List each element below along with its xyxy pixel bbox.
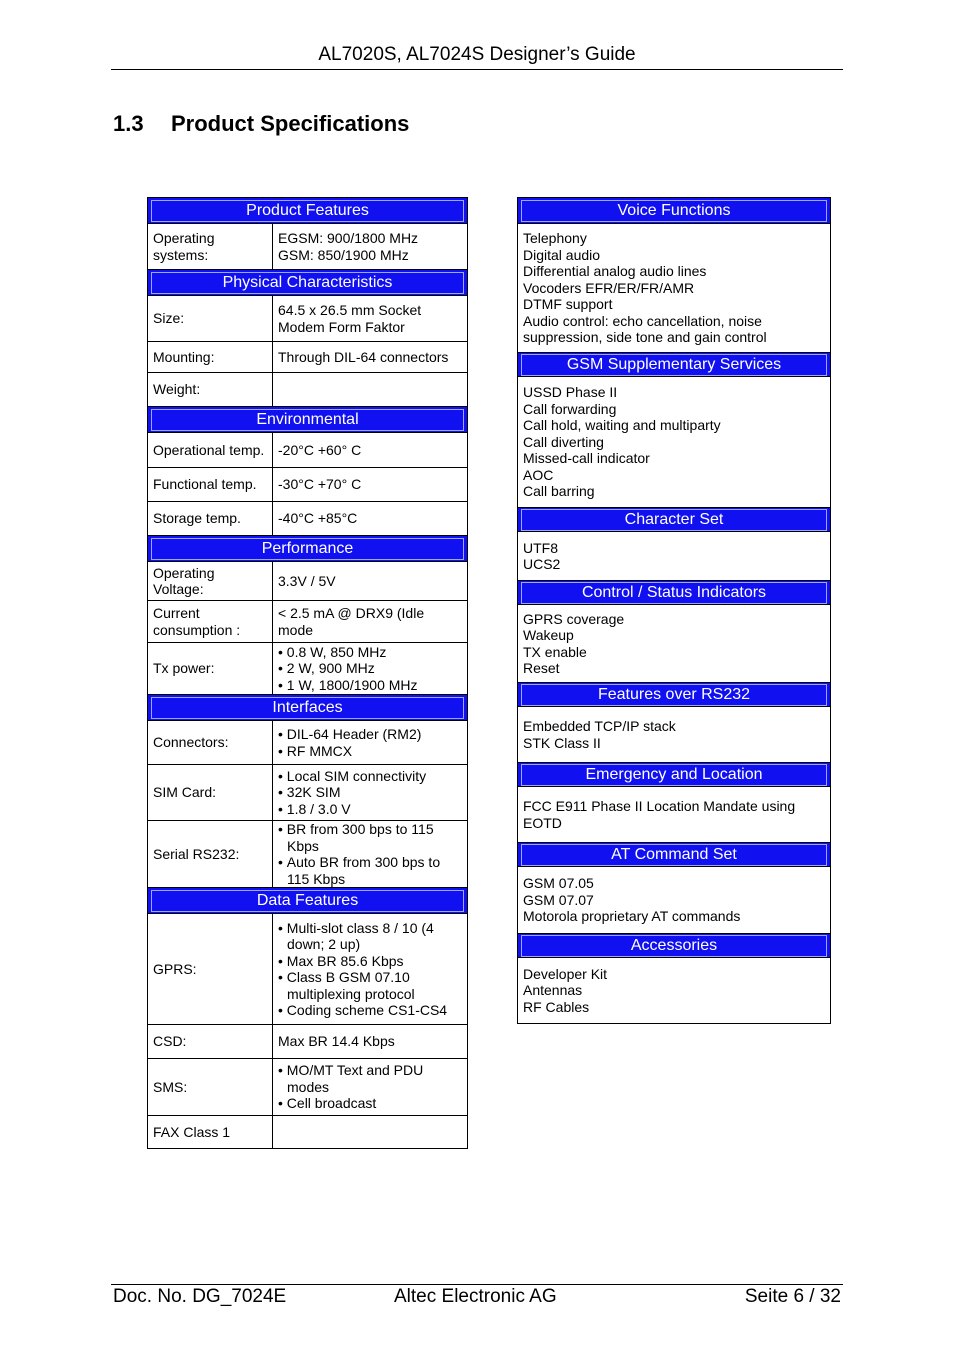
list-item: • 1.8 / 3.0 V — [278, 801, 462, 818]
spec-label: Weight: — [148, 373, 273, 407]
spec-value — [273, 373, 468, 407]
spec-value: 3.3V / 5V — [273, 562, 468, 601]
character-set-content — [518, 532, 831, 581]
spec-value — [273, 765, 468, 821]
list-item: Missed-call indicator — [523, 450, 650, 467]
footer-company: Altec Electronic AG — [394, 1286, 557, 1307]
list-item: GSM 07.05 — [523, 875, 594, 892]
features-rs232-header: Features over RS232 — [518, 683, 831, 707]
list-item: • 1 W, 1800/1900 MHz — [278, 677, 462, 694]
list-item: GSM 07.07 — [523, 891, 594, 908]
spec-value — [273, 1116, 468, 1149]
spec-value — [273, 821, 468, 888]
list-item: TX enable — [523, 643, 587, 660]
list-item: Differential analog audio lines — [523, 263, 707, 280]
spec-value: Max BR 14.4 Kbps — [273, 1025, 468, 1059]
list-item: • Class B GSM 07.10 multiplexing protocol — [278, 969, 462, 1002]
spec-label: Size: — [148, 296, 273, 342]
list-item: • Max BR 85.6 Kbps — [278, 953, 462, 970]
at-command-set-header: AT Command Set — [518, 843, 831, 867]
spec-label: Mounting: — [148, 342, 273, 373]
performance-header: Performance — [148, 536, 468, 562]
spec-label: Functional temp. — [148, 468, 273, 502]
character-set-header: Character Set — [518, 508, 831, 532]
list-item: Call forwarding — [523, 400, 617, 417]
list-item: Call hold, waiting and multiparty — [523, 417, 721, 434]
right-spec-table — [517, 197, 831, 1024]
list-item: • Coding scheme CS1-CS4 — [278, 1002, 462, 1019]
emergency-location-content — [518, 787, 831, 843]
spec-value: < 2.5 mA @ DRX9 (Idle mode — [273, 601, 468, 643]
spec-value: -20°C +60° C — [273, 433, 468, 468]
list-item: • Auto BR from 300 bps to 115 Kbps — [278, 854, 462, 887]
header-rule — [111, 69, 843, 70]
spec-value: EGSM: 900/1800 MHz GSM: 850/1900 MHz — [273, 224, 468, 270]
spec-label: Storage temp. — [148, 502, 273, 536]
spec-label: SIM Card: — [148, 765, 273, 821]
interfaces-header: Interfaces — [148, 695, 468, 721]
features-rs232-content — [518, 707, 831, 763]
list-item: USSD Phase II — [523, 384, 618, 401]
list-item: DTMF support — [523, 296, 613, 313]
spec-label: Connectors: — [148, 721, 273, 765]
list-item: UCS2 — [523, 556, 561, 572]
gsm-supplementary-header: GSM Supplementary Services — [518, 353, 831, 377]
list-item: Reset — [523, 660, 560, 676]
list-item: Call barring — [523, 483, 595, 500]
data-features-header: Data Features — [148, 888, 468, 914]
list-item: • BR from 300 bps to 115 Kbps — [278, 821, 462, 854]
spec-value — [273, 1059, 468, 1116]
section-heading — [113, 111, 409, 137]
list-item: Wakeup — [523, 627, 574, 643]
accessories-content — [518, 958, 831, 1024]
list-item: Antennas — [523, 982, 583, 999]
voice-functions-header: Voice Functions — [518, 198, 831, 224]
gsm-supplementary-content — [518, 377, 831, 508]
spec-label: SMS: — [148, 1059, 273, 1116]
list-item: FCC E911 Phase II Location Mandate using EOTD — [523, 798, 796, 831]
spec-label: Serial RS232: — [148, 821, 273, 888]
list-item: Motorola proprietary AT commands — [523, 908, 741, 925]
footer-doc-number: Doc. No. DG_7024E — [113, 1286, 287, 1307]
list-item: • 2 W, 900 MHz — [278, 660, 462, 677]
spec-label: Operational temp. — [148, 433, 273, 468]
list-item: Digital audio — [523, 246, 601, 263]
footer-rule — [111, 1284, 843, 1285]
section-number: 1.3 — [113, 111, 144, 136]
list-item: RF Cables — [523, 998, 590, 1015]
list-item: GPRS coverage — [523, 610, 625, 627]
accessories-header: Accessories — [518, 934, 831, 958]
control-status-header: Control / Status Indicators — [518, 581, 831, 605]
list-item: • Local SIM connectivity — [278, 768, 462, 785]
list-item: Audio control: echo cancellation, noise suppression, side tone and gain control — [523, 312, 767, 346]
physical-characteristics-header: Physical Characteristics — [148, 270, 468, 296]
product-features-header: Product Features — [148, 198, 468, 224]
voice-functions-content — [518, 224, 831, 353]
spec-value — [273, 721, 468, 765]
control-status-content — [518, 605, 831, 683]
emergency-location-header: Emergency and Location — [518, 763, 831, 787]
document-header-title: AL7020S, AL7024S Designer’s Guide — [318, 44, 636, 65]
spec-value: -30°C +70° C — [273, 468, 468, 502]
spec-label: Current consumption : — [148, 601, 273, 643]
list-item: Embedded TCP/IP stack — [523, 718, 676, 734]
spec-value: -40°C +85°C — [273, 502, 468, 536]
list-item: • Cell broadcast — [278, 1095, 462, 1112]
list-item: Telephony — [523, 230, 587, 247]
list-item: • 0.8 W, 850 MHz — [278, 644, 462, 661]
at-command-set-content — [518, 867, 831, 934]
list-item: • DIL-64 Header (RM2) — [278, 726, 462, 743]
footer-page-number: Seite 6 / 32 — [744, 1286, 841, 1307]
spec-value: 64.5 x 26.5 mm Socket Modem Form Faktor — [273, 296, 468, 342]
list-item: Call diverting — [523, 433, 604, 450]
spec-label: Operating systems: — [148, 224, 273, 270]
section-title: Product Specifications — [171, 111, 410, 136]
list-item: Developer Kit — [523, 965, 608, 982]
spec-label: CSD: — [148, 1025, 273, 1059]
spec-label: FAX Class 1 — [148, 1116, 273, 1149]
spec-value: Through DIL-64 connectors — [273, 342, 468, 373]
spec-value — [273, 914, 468, 1025]
spec-value — [273, 643, 468, 695]
spec-label: GPRS: — [148, 914, 273, 1025]
list-item: • MO/MT Text and PDU modes — [278, 1062, 462, 1095]
list-item: Vocoders EFR/ER/FR/AMR — [523, 279, 695, 296]
list-item: • RF MMCX — [278, 743, 462, 760]
left-spec-table — [147, 197, 468, 1149]
list-item: UTF8 — [523, 539, 558, 556]
environmental-header: Environmental — [148, 407, 468, 433]
list-item: STK Class II — [523, 734, 601, 751]
list-item: • 32K SIM — [278, 784, 462, 801]
spec-label: Operating Voltage: — [148, 562, 273, 601]
spec-label: Tx power: — [148, 643, 273, 695]
list-item: • Multi-slot class 8 / 10 (4 down; 2 up) — [278, 920, 462, 953]
list-item: AOC — [523, 466, 554, 483]
